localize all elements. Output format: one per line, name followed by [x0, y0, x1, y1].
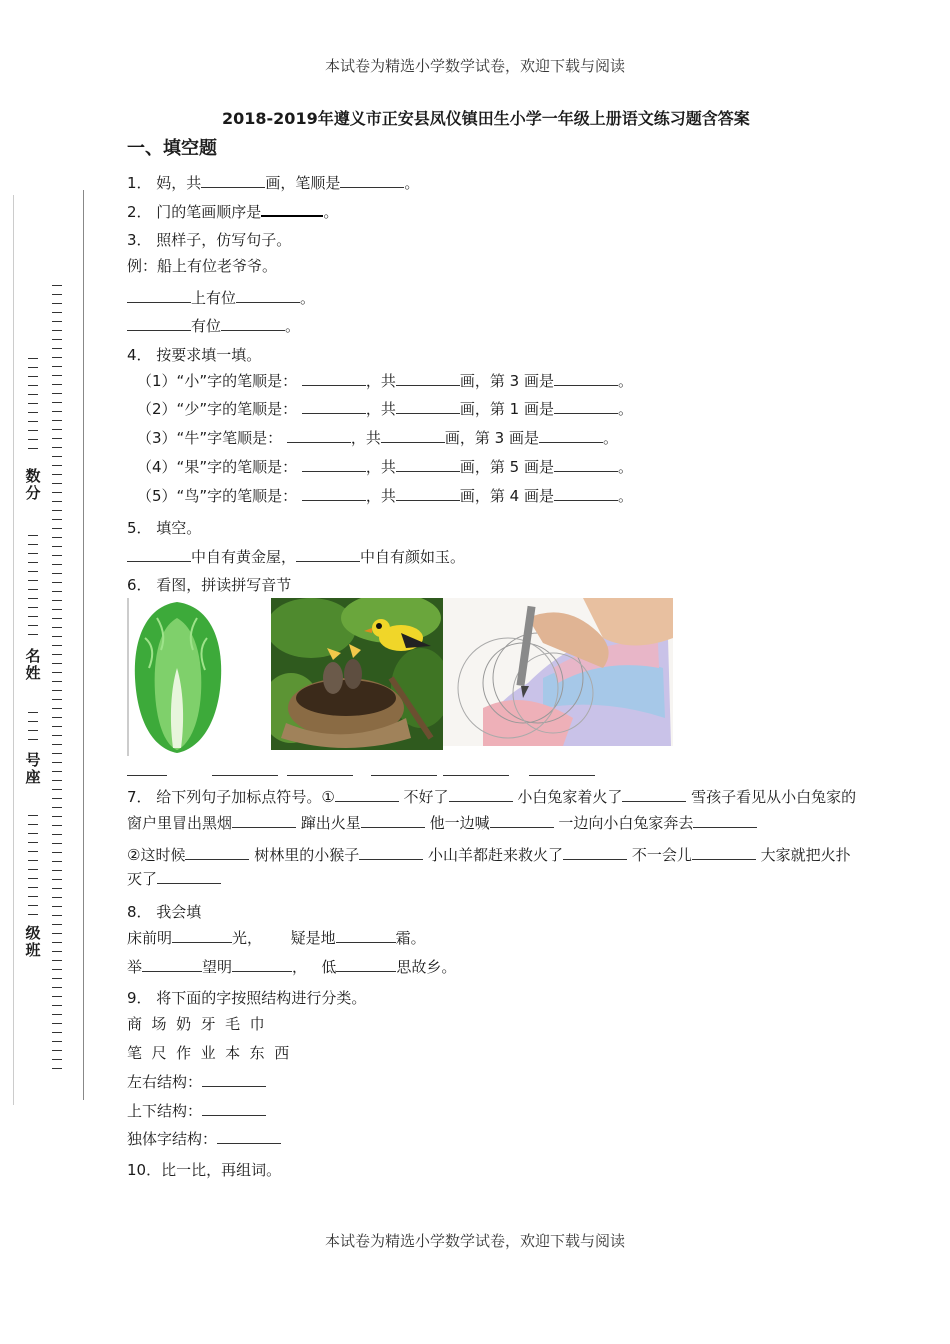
answer-blank[interactable]	[127, 288, 191, 303]
question-9-top-bottom: 上下结构：	[127, 1101, 266, 1121]
answer-line[interactable]	[287, 775, 353, 776]
question-4: 4． 按要求填一填。	[127, 346, 262, 364]
question-2: 2． 门的笔画顺序是 。	[127, 203, 339, 221]
answer-blank[interactable]	[202, 1101, 266, 1116]
answer-blank[interactable]	[127, 547, 191, 562]
question-9-single: 独体字结构：	[127, 1129, 281, 1149]
drawing-image	[443, 598, 673, 746]
answer-blank[interactable]	[201, 173, 265, 188]
question-3-line-2: 有位 。	[127, 316, 300, 336]
answer-blank[interactable]	[693, 813, 757, 828]
answer-blank[interactable]	[142, 957, 202, 972]
answer-blank[interactable]	[563, 845, 627, 860]
question-4-item: （5）“鸟”字的笔顺是： ，共 画，第 4 画是 。	[137, 487, 633, 505]
answer-blank[interactable]	[236, 288, 300, 303]
binding-dashes-score	[28, 358, 38, 457]
question-8: 8． 我会填	[127, 903, 202, 921]
answer-line[interactable]	[529, 775, 595, 776]
answer-blank[interactable]	[172, 928, 232, 943]
binding-dashes-name	[28, 535, 38, 643]
page-title: 2018-2019年遵义市正安县凤仪镇田生小学一年级上册语文练习题含答案	[222, 109, 750, 128]
question-7-line-3: ②这时候 树林里的小猴子 小山羊都赶来救火了 不一会儿 大家就把火扑	[127, 846, 851, 864]
answer-blank[interactable]	[554, 399, 618, 414]
binding-dashes-number	[28, 712, 38, 748]
question-9: 9． 将下面的字按照结构进行分类。	[127, 989, 367, 1007]
question-7-line-4: 灭了	[127, 869, 221, 889]
answer-blank[interactable]	[336, 957, 396, 972]
binding-border-inner	[83, 190, 84, 1100]
question-4-item: （4）“果”字的笔顺是： ，共 画，第 5 画是 。	[137, 458, 633, 476]
answer-blank[interactable]	[336, 928, 396, 943]
question-10: 10．比一比，再组词。	[127, 1161, 282, 1179]
answer-blank[interactable]	[396, 399, 460, 414]
question-3-line-1: 上有位 。	[127, 288, 315, 308]
question-3-example: 例：船上有位老爷爷。	[127, 257, 278, 275]
answer-blank[interactable]	[217, 1129, 281, 1144]
answer-blank[interactable]	[490, 813, 554, 828]
answer-blank[interactable]	[232, 813, 296, 828]
answer-blank[interactable]	[127, 316, 191, 331]
answer-blank[interactable]	[396, 486, 460, 501]
question-9-chars-1: 商 场 奶 牙 毛 巾	[127, 1015, 265, 1033]
answer-blank[interactable]	[335, 787, 399, 802]
question-9-chars-2: 笔 尺 作 业 本 东 西	[127, 1044, 290, 1062]
question-8-line-2: 举 望明 ， 低 思故乡。	[127, 958, 457, 976]
question-8-line-1: 床前明 光， 疑是地 霜。	[127, 929, 426, 947]
question-7-line-1: 7． 给下列句子加标点符号。① 不好了 小白兔家着火了 雪孩子看见从小白兔家的	[127, 788, 857, 806]
answer-blank[interactable]	[554, 457, 618, 472]
answer-blank[interactable]	[396, 457, 460, 472]
answer-blank[interactable]	[157, 869, 221, 884]
question-4-item: （1）“小”字的笔顺是： ，共 画，第 3 画是 。	[137, 372, 633, 390]
answer-blank[interactable]	[296, 547, 360, 562]
question-4-item: （2）“少”字的笔顺是： ，共 画，第 1 画是 。	[137, 400, 633, 418]
question-5: 5． 填空。	[127, 519, 202, 537]
answer-blank[interactable]	[381, 428, 445, 443]
question-7-line-2: 窗户里冒出黑烟 蹿出火星 他一边喊 一边向小白兔家奔去	[127, 813, 757, 833]
answer-blank[interactable]	[539, 428, 603, 443]
question-5-line: 中自有黄金屋， 中自有颜如玉。	[127, 547, 465, 567]
answer-blank[interactable]	[449, 787, 513, 802]
question-4-item: （3）“牛”字笔顺是： ，共 画，第 3 画是 。	[137, 429, 618, 447]
binding-label-number: 号座	[25, 751, 41, 786]
cabbage-image	[127, 598, 227, 756]
answer-blank[interactable]	[396, 371, 460, 386]
answer-blank[interactable]	[232, 957, 292, 972]
binding-label-score: 数分	[25, 467, 41, 502]
answer-blank[interactable]	[202, 1072, 266, 1087]
answer-line[interactable]	[212, 775, 278, 776]
question-9-left-right: 左右结构：	[127, 1072, 266, 1092]
binding-border-outer	[13, 195, 14, 1105]
answer-blank[interactable]	[554, 371, 618, 386]
answer-blank[interactable]	[361, 813, 425, 828]
binding-dashes-right	[52, 285, 62, 1077]
binding-label-name: 名姓	[25, 647, 41, 682]
question-3: 3． 照样子，仿写句子。	[127, 231, 292, 249]
answer-blank[interactable]	[185, 845, 249, 860]
answer-blank[interactable]	[302, 457, 366, 472]
answer-blank[interactable]	[302, 399, 366, 414]
answer-blank[interactable]	[261, 201, 323, 217]
question-1: 1． 妈，共 画，笔顺是 。	[127, 174, 420, 192]
section-heading: 一、填空题	[127, 138, 217, 159]
answer-blank[interactable]	[221, 316, 285, 331]
answer-blank[interactable]	[287, 428, 351, 443]
answer-blank[interactable]	[622, 787, 686, 802]
binding-dashes-class	[28, 815, 38, 923]
answer-line[interactable]	[443, 775, 509, 776]
answer-line[interactable]	[371, 775, 437, 776]
footer-note: 本试卷为精选小学数学试卷，欢迎下载与阅读	[324, 1232, 625, 1250]
answer-blank[interactable]	[692, 845, 756, 860]
answer-line[interactable]	[127, 775, 167, 776]
answer-blank[interactable]	[302, 486, 366, 501]
answer-blank[interactable]	[302, 371, 366, 386]
question-6: 6． 看图，拼读拼写音节	[127, 576, 292, 594]
bird-nest-image	[271, 598, 443, 750]
answer-blank[interactable]	[359, 845, 423, 860]
answer-blank[interactable]	[340, 173, 404, 188]
header-note: 本试卷为精选小学数学试卷，欢迎下载与阅读	[324, 57, 625, 75]
binding-label-class: 级班	[25, 924, 41, 959]
answer-blank[interactable]	[554, 486, 618, 501]
